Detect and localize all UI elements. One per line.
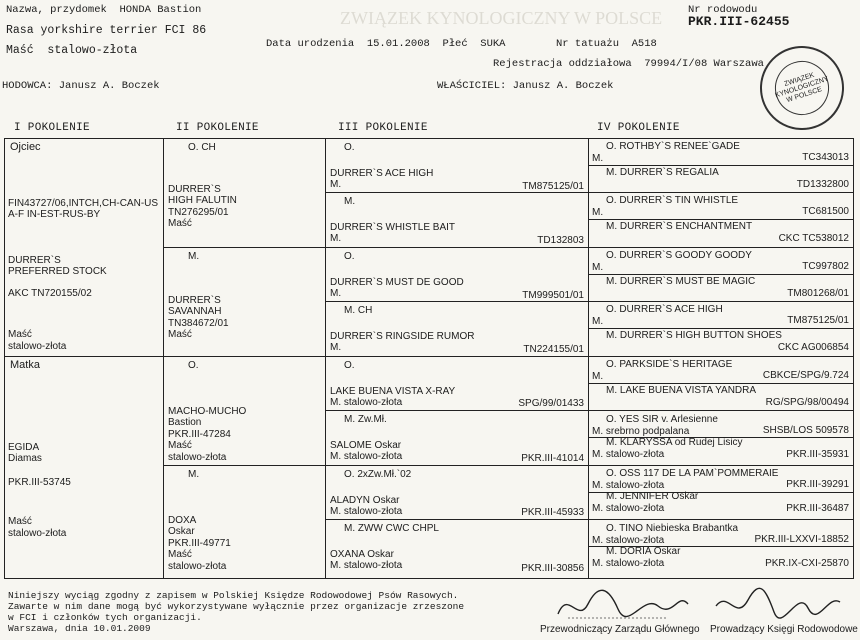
gen2-reg: PKR.III-47284	[168, 428, 231, 440]
mother-cell	[8, 360, 161, 539]
tattoo-value: A518	[631, 38, 657, 50]
gen3-title: O.	[344, 251, 355, 262]
gen2-color: stalowo-złota	[168, 451, 227, 463]
gen3-sub: M.	[330, 233, 342, 244]
gen4-line: M. srebrno podpalana	[592, 425, 690, 437]
gen4-line: M. DURRER`S HIGH BUTTON SHOES	[606, 330, 782, 341]
gen4-line: M.	[592, 206, 604, 218]
name-row	[6, 4, 201, 16]
mother-color-label: Maść	[8, 516, 32, 527]
gen3-name: ALADYN Oskar	[330, 494, 400, 506]
breeder-label: HODOWCA:	[2, 80, 53, 92]
footer-line-3: w FCI i członków tych organizacji.	[8, 612, 202, 623]
name-label: Nazwa, przydomek	[6, 4, 107, 16]
father-color-label: Maść	[8, 329, 32, 340]
gen4-line: M. LAKE BUENA VISTA YANDRA	[606, 385, 757, 396]
father-label: Ojciec	[10, 141, 41, 153]
pedigree-no-label: Nr rodowodu	[688, 4, 758, 16]
gen3-reg: TD132803	[537, 234, 584, 246]
gen2-reg: TN276295/01	[168, 206, 229, 218]
gen2-kennel: Bastion	[168, 417, 202, 428]
gen4-reg: CKC TC538012	[778, 233, 849, 244]
gen2-kennel: Oskar	[168, 526, 195, 537]
mother-kennel: Diamas	[8, 453, 42, 464]
gen4-cell	[592, 195, 849, 247]
registration-value: 79994/I/08 Warszawa	[644, 58, 764, 70]
dob-row	[266, 38, 506, 50]
owner-value: Janusz A. Boczek	[512, 80, 614, 92]
gen4-line: M. stalowo-złota	[592, 502, 665, 514]
father-color: stalowo-złota	[8, 340, 67, 352]
gen4-reg: TC343013	[802, 152, 849, 163]
gen3-reg: PKR.III-45933	[521, 506, 584, 518]
association-stamp	[749, 35, 855, 141]
gen3-name: DURRER`S WHISTLE BAIT	[330, 221, 456, 233]
gen3-cell	[330, 360, 584, 409]
color-label: Maść	[6, 44, 34, 57]
gen3-name: DURRER`S ACE HIGH	[330, 167, 434, 179]
gen4-line: O. DURRER`S ACE HIGH	[606, 304, 723, 315]
gen2-name: DURRER`S HIGH FALUTIN	[168, 183, 237, 206]
gen4-reg: PKR.III-LXXVI-18852	[754, 534, 849, 545]
gen-header-3: III POKOLENIE	[338, 122, 428, 134]
mother-name: EGIDA	[8, 441, 40, 453]
gen2-name: DOXA	[168, 514, 197, 526]
gen3-reg: SPG/99/01433	[518, 397, 584, 409]
breed-value: yorkshire terrier FCI 86	[40, 24, 207, 37]
gen3-cell	[330, 142, 584, 192]
stamp-inner: ZWIĄZEK KYNOLOGICZNY W POLSCE	[768, 54, 836, 122]
gen4-line: M. stalowo-złota	[592, 557, 665, 569]
gen3-title: O.	[344, 360, 355, 371]
dob-label: Data urodzenia	[266, 38, 355, 50]
father-name: DURRER`S PREFERRED STOCK	[8, 254, 107, 277]
footer-line-2: Zawarte w nim dane mogą być wykorzystywane wyłącznie przez organizacje zrzeszone	[8, 601, 465, 612]
gen4-reg: SHSB/LOS 509578	[762, 425, 849, 436]
gen4-reg: TC681500	[802, 206, 849, 217]
gen4-line: O. DURRER`S TIN WHISTLE	[606, 195, 739, 206]
footer-disclaimer	[8, 590, 464, 634]
gen2-color-label: Maść	[168, 440, 192, 451]
gen3-name: DURRER`S RINGSIDE RUMOR	[330, 330, 475, 342]
gen3-title: M. ZWW CWC CHPL	[344, 523, 439, 534]
gen4-reg: PKR.III-35931	[786, 449, 849, 460]
gen2-color: Maść	[168, 218, 192, 229]
gen3-cell	[330, 196, 584, 246]
gen3-sub: M.	[330, 342, 342, 353]
gen2-reg: TN384672/01	[168, 317, 229, 329]
gen3-cell	[330, 523, 584, 574]
signature-1-label: Przewodniczący Zarządu Głównego	[540, 624, 700, 635]
gen4-line: M. DURRER`S REGALIA	[606, 167, 719, 178]
gen2-title: O.	[188, 360, 199, 371]
gen2-color: stalowo-złota	[168, 560, 227, 572]
gen4-line: O. OSS 117 DE LA PAM`POMMERAIE	[606, 468, 779, 479]
father-reg: FIN43727/06,INTCH,CH-CAN-USA-F IN-EST-RUS-BY	[8, 197, 159, 220]
gen4-line: M.	[592, 370, 604, 382]
gen4-line: M.	[592, 315, 604, 327]
registration-row	[493, 58, 764, 70]
gen4-line: O. TINO Niebieska Brabantka	[606, 523, 739, 534]
tattoo-label: Nr tatuażu	[556, 38, 620, 50]
gen2-color-label: Maść	[168, 549, 192, 560]
gen4-line: M. stalowo-złota	[592, 448, 665, 460]
gen4-line: O. YES SIR v. Arlesienne	[606, 414, 718, 425]
gen4-line: M.	[592, 261, 604, 273]
signature-2-icon	[708, 584, 848, 626]
gen4-reg: CBKCE/SPG/9.724	[762, 370, 849, 381]
gen3-title: O. 2xZw.Mł.`02	[344, 469, 412, 480]
dob-value: 15.01.2008	[366, 38, 430, 50]
gen4-line: M. stalowo-złota	[592, 479, 665, 491]
gen3-sub: M. stalowo-złota	[330, 451, 403, 462]
signature-1-icon	[548, 584, 698, 626]
gen-header-1: I POKOLENIE	[14, 122, 90, 134]
gen3-cell	[330, 414, 584, 464]
gen3-title: M.	[344, 196, 356, 207]
gen2-reg: PKR.III-49771	[168, 537, 231, 549]
gen4-reg: PKR.III-39291	[786, 479, 849, 490]
gen4-cell	[592, 304, 849, 356]
gen4-line: M.	[592, 152, 604, 164]
footer-line-1: Niniejszy wyciąg zgodny z zapisem w Polskiej Księdze Rodowodowej Psów Rasowych.	[8, 590, 459, 601]
gen4-reg: TM801268/01	[787, 288, 849, 299]
gen4-cell	[592, 523, 849, 575]
sex-value: SUKA	[480, 38, 506, 50]
gen4-line: M. JENNIFER Oskar	[606, 491, 699, 502]
name-value: HONDA Bastion	[119, 4, 202, 16]
gen3-name: OXANA Oskar	[330, 548, 394, 560]
gen2-color: Maść	[168, 329, 192, 340]
gen4-cell	[592, 359, 849, 411]
gen2-title: M.	[188, 469, 200, 480]
gen3-name: SALOME Oskar	[330, 439, 402, 451]
gen3-title: O.	[344, 142, 355, 153]
registration-label: Rejestracja oddziałowa	[493, 58, 632, 70]
color-value: stalowo-złota	[47, 44, 138, 57]
gen2-sire-dam	[168, 251, 320, 341]
footer-line-4: Warszawa, dnia 10.01.2009	[8, 623, 151, 634]
tattoo-row	[556, 38, 657, 50]
gen4-reg: PKR.IX-CXI-25870	[765, 558, 849, 569]
signature-2-label: Prowadzący Księgi Rodowodowe	[710, 624, 858, 635]
mother-reg: PKR.III-53745	[8, 476, 71, 488]
gen3-reg: TM999501/01	[522, 289, 584, 301]
gen4-line: O. ROTHBY`S RENEE`GADE	[606, 141, 740, 152]
gen3-sub: M.	[330, 179, 342, 190]
gen4-line: M. DURRER`S MUST BE MAGIC	[606, 276, 756, 287]
gen2-sire-sire	[168, 142, 320, 230]
gen2-dam-sire	[168, 360, 320, 463]
gen2-name: MACHO-MUCHO	[168, 405, 247, 417]
gen3-reg: PKR.III-30856	[521, 562, 584, 574]
pedigree-no-value: PKR.III-62455	[688, 14, 790, 29]
gen3-reg: TN224155/01	[523, 343, 584, 355]
gen3-cell	[330, 305, 584, 355]
father-cell	[8, 142, 161, 352]
gen3-sub: M. stalowo-złota	[330, 560, 403, 571]
mother-label: Matka	[10, 359, 40, 371]
gen3-title: M. Zw.Mł.	[344, 414, 387, 425]
breeder-value: Janusz A. Boczek	[58, 80, 160, 92]
gen3-reg: PKR.III-41014	[521, 452, 584, 464]
gen4-reg: RG/SPG/98/00494	[765, 397, 849, 408]
breed-label: Rasa	[6, 24, 34, 37]
gen4-reg: TD1332800	[796, 179, 849, 190]
breed-row	[6, 24, 206, 37]
sex-label: Płeć	[442, 38, 468, 50]
mother-color: stalowo-złota	[8, 527, 67, 539]
gen3-sub: M. stalowo-złota	[330, 506, 403, 517]
gen3-name: LAKE BUENA VISTA X-RAY	[330, 385, 456, 397]
gen4-line: O. DURRER`S GOODY GOODY	[606, 250, 752, 261]
gen3-sub: M. stalowo-złota	[330, 397, 403, 408]
gen4-line: M. DORIA Oskar	[606, 546, 681, 557]
gen4-cell	[592, 414, 849, 466]
father-akc: AKC TN720155/02	[8, 287, 92, 299]
gen3-cell	[330, 251, 584, 301]
gen2-title: M.	[188, 251, 200, 262]
gen4-cell	[592, 250, 849, 302]
gen4-line: M. stalowo-złota	[592, 534, 665, 546]
gen4-line: M. DURRER`S ENCHANTMENT	[606, 221, 753, 232]
gen4-reg: TC997802	[802, 261, 849, 272]
gen4-reg: TM875125/01	[787, 315, 849, 326]
gen4-reg: PKR.III-36487	[786, 503, 849, 514]
gen3-sub: M.	[330, 288, 342, 299]
gen4-cell	[592, 468, 849, 520]
gen3-title: M. CH	[344, 305, 373, 316]
gen2-dam-dam	[168, 469, 320, 572]
gen3-name: DURRER`S MUST DE GOOD	[330, 276, 464, 288]
gen-header-2: II POKOLENIE	[176, 122, 259, 134]
gen4-reg: CKC AG006854	[777, 342, 849, 353]
gen4-line: M. KLARYSSA od Rudej Lisicy	[606, 437, 743, 448]
gen4-line: O. PARKSIDE`S HERITAGE	[606, 359, 733, 370]
gen2-title: O. CH	[188, 142, 216, 153]
gen2-name: DURRER`S SAVANNAH	[168, 294, 222, 317]
breeder-row	[2, 80, 160, 92]
gen3-reg: TM875125/01	[522, 180, 584, 192]
watermark-text: ZWIĄZEK KYNOLOGICZNY W POLSCE	[340, 8, 663, 28]
gen4-cell	[592, 141, 849, 193]
owner-label: WŁAŚCICIEL:	[437, 80, 507, 92]
gen-header-4: IV POKOLENIE	[597, 122, 680, 134]
owner-row	[437, 80, 613, 92]
color-row	[6, 44, 137, 57]
pedigree-table	[0, 138, 860, 578]
gen3-cell	[330, 469, 584, 518]
